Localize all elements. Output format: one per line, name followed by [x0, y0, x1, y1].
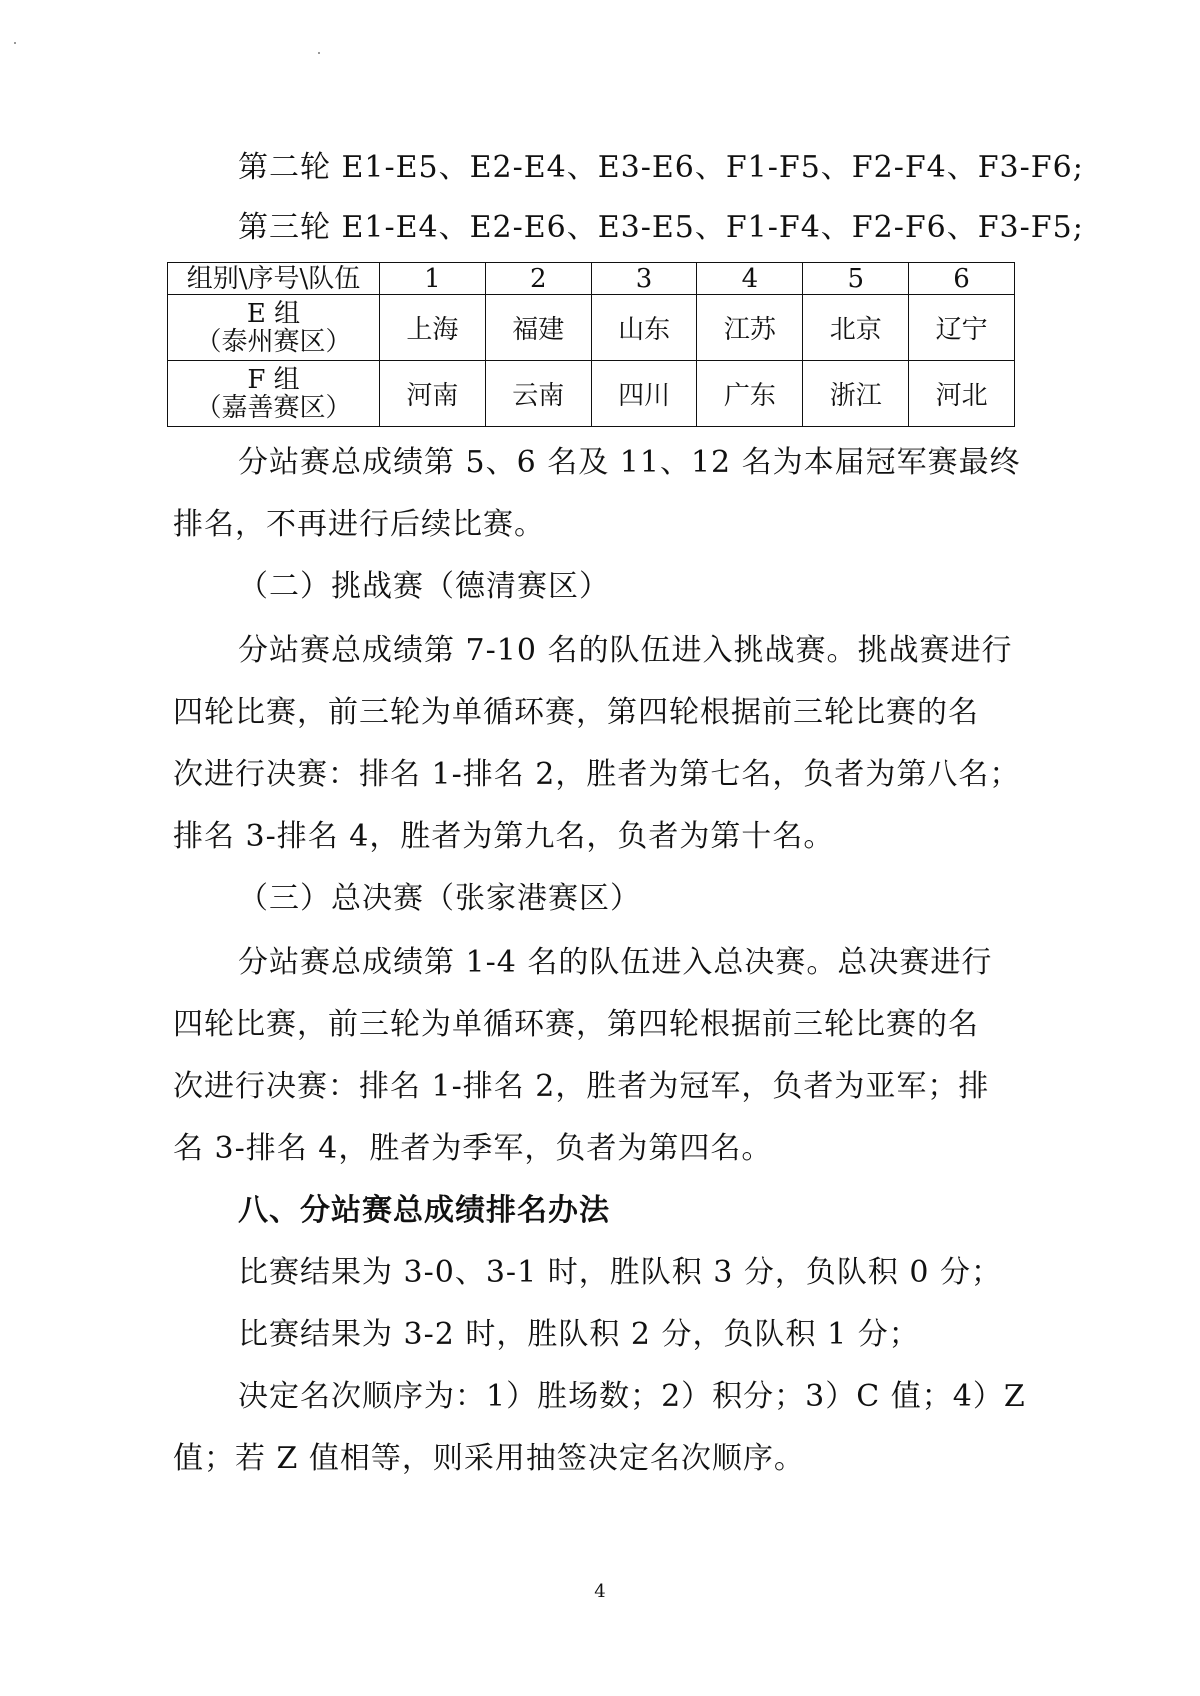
- group-name: F 组: [247, 364, 300, 395]
- challenge-paragraph-line-3: 次进行决赛：排名 1-排名 2，胜者为第七名，负者为第八名；: [173, 757, 1021, 792]
- final-paragraph-line-1: 分站赛总成绩第 1-4 名的队伍进入总决赛。总决赛进行: [238, 945, 993, 980]
- column-header: 6: [909, 263, 1015, 295]
- challenge-paragraph-line-2: 四轮比赛，前三轮为单循环赛，第四轮根据前三轮比赛的名: [173, 695, 979, 730]
- column-header: 1: [380, 263, 486, 295]
- final-paragraph-line-3: 次进行决赛：排名 1-排名 2，胜者为冠军，负者为亚军；排: [173, 1069, 990, 1104]
- team-cell: 广东: [697, 361, 803, 427]
- page-number: 4: [594, 1581, 606, 1602]
- column-header: 5: [803, 263, 909, 295]
- round-two-schedule: 第二轮 E1-E5、E2-E4、E3-E6、F1-F5、F2-F4、F3-F6;: [238, 150, 1084, 185]
- group-team-table: [167, 262, 1015, 427]
- ranking-rule-line-3: 决定名次顺序为：1）胜场数；2）积分；3）C 值；4）Z: [238, 1379, 1026, 1414]
- team-cell: 辽宁: [909, 295, 1015, 361]
- team-cell: 浙江: [803, 361, 909, 427]
- team-cell: 云南: [485, 361, 591, 427]
- team-cell: 江苏: [697, 295, 803, 361]
- group-label-cell: [168, 295, 380, 361]
- team-cell: 北京: [803, 295, 909, 361]
- table-row-group-f: [168, 361, 1015, 427]
- challenge-paragraph-line-4: 排名 3-排名 4，胜者为第九名，负者为第十名。: [173, 819, 835, 854]
- team-cell: 河北: [909, 361, 1015, 427]
- final-heading: （三）总决赛（张家港赛区）: [238, 881, 641, 916]
- team-cell: 河南: [380, 361, 486, 427]
- corner-header-cell: 组别\序号\队伍: [168, 263, 380, 295]
- column-header: 3: [591, 263, 697, 295]
- challenge-heading: （二）挑战赛（德清赛区）: [238, 569, 610, 604]
- final-paragraph-line-2: 四轮比赛，前三轮为单循环赛，第四轮根据前三轮比赛的名: [173, 1007, 979, 1042]
- team-cell: 上海: [380, 295, 486, 361]
- final-ranking-note-line-2: 排名，不再进行后续比赛。: [173, 507, 545, 542]
- scan-speck: [14, 42, 16, 44]
- group-venue: （嘉善赛区）: [195, 392, 352, 423]
- table-header-row: [168, 263, 1015, 295]
- team-cell: 山东: [591, 295, 697, 361]
- ranking-rule-line-2: 比赛结果为 3-2 时，胜队积 2 分，负队积 1 分；: [238, 1317, 920, 1352]
- column-header: 4: [697, 263, 803, 295]
- ranking-rule-line-1: 比赛结果为 3-0、3-1 时，胜队积 3 分，负队积 0 分；: [238, 1255, 1003, 1290]
- column-header: 2: [485, 263, 591, 295]
- ranking-method-heading: 八、分站赛总成绩排名办法: [238, 1193, 610, 1228]
- round-three-schedule: 第三轮 E1-E4、E2-E6、E3-E5、F1-F4、F2-F6、F3-F5;: [238, 210, 1084, 245]
- table-row-group-e: [168, 295, 1015, 361]
- ranking-rule-line-4: 值；若 Z 值相等，则采用抽签决定名次顺序。: [173, 1441, 805, 1476]
- team-cell: 福建: [485, 295, 591, 361]
- scan-speck: [318, 52, 320, 54]
- group-name: E 组: [246, 298, 301, 329]
- final-ranking-note-line-1: 分站赛总成绩第 5、6 名及 11、12 名为本届冠军赛最终: [238, 445, 1021, 480]
- team-cell: 四川: [591, 361, 697, 427]
- group-label-cell: [168, 361, 380, 427]
- final-paragraph-line-4: 名 3-排名 4，胜者为季军，负者为第四名。: [173, 1131, 773, 1166]
- challenge-paragraph-line-1: 分站赛总成绩第 7-10 名的队伍进入挑战赛。挑战赛进行: [238, 633, 1013, 668]
- group-venue: （泰州赛区）: [195, 326, 352, 357]
